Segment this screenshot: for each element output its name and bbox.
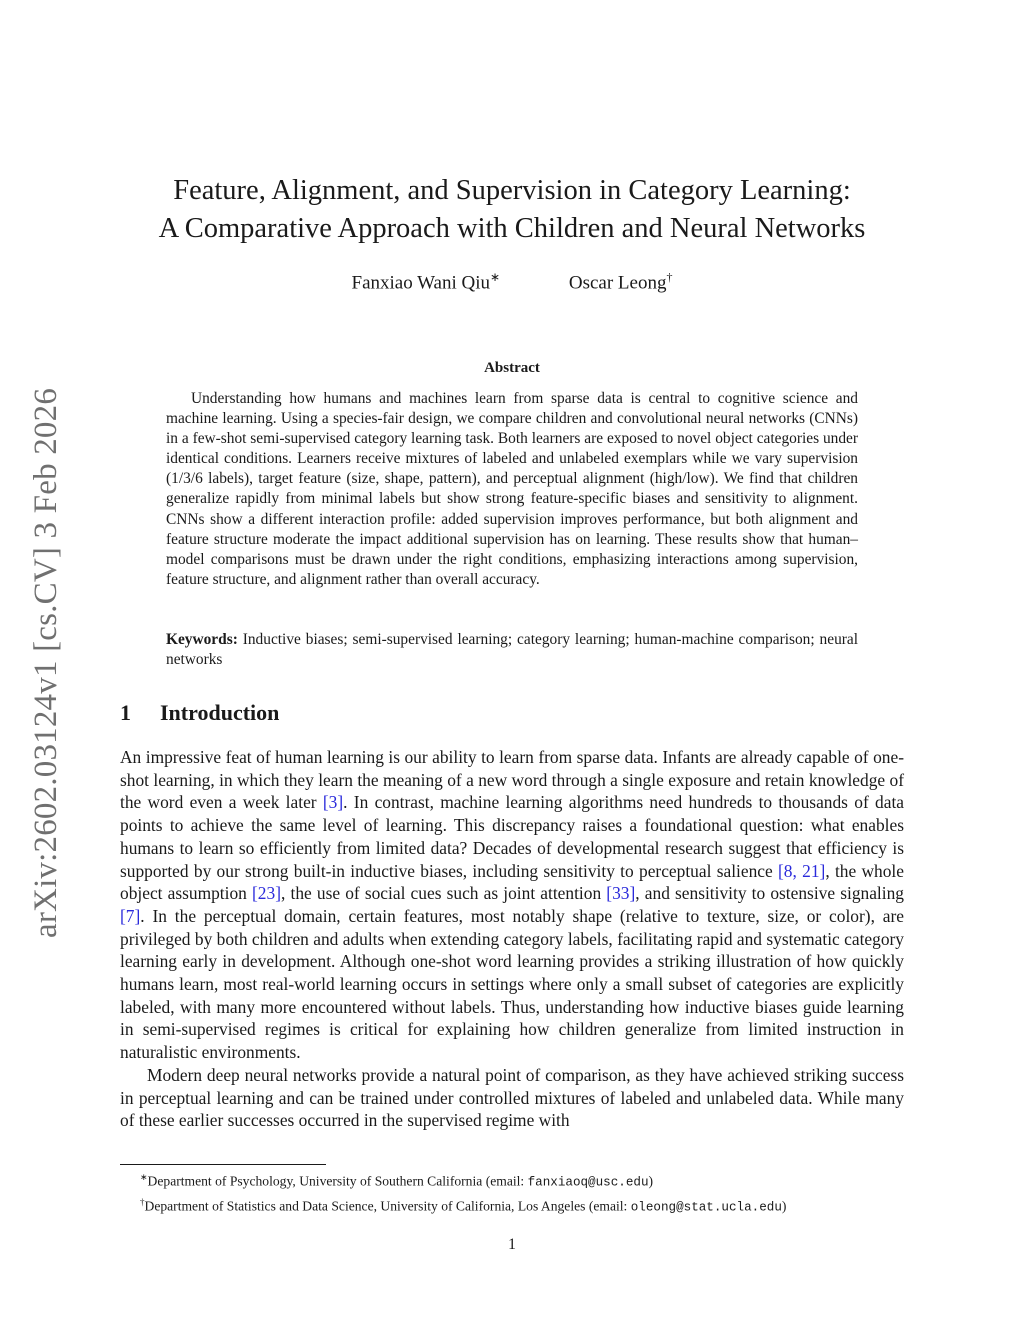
arxiv-identifier-stamp: arXiv:2602.03124v1 [cs.CV] 3 Feb 2026 xyxy=(28,387,64,938)
title-line-1: Feature, Alignment, and Supervision in Category Learning: xyxy=(173,175,851,206)
section-heading xyxy=(120,700,279,726)
page-number: 1 xyxy=(508,1236,516,1253)
citation-link[interactable]: [3] xyxy=(322,792,344,813)
citation-link[interactable]: [8, 21] xyxy=(778,860,826,881)
footnote-mark: ∗ xyxy=(140,1172,148,1182)
introduction-body xyxy=(120,746,904,1132)
footnote-divider xyxy=(120,1164,326,1165)
abstract-text: Understanding how humans and machines learn from sparse data is central to cognitive science and machine learning. Using a species-fair design, we compare children and convolutional neural networks (CNNs) in a few-shot semi-supervised category learning task. Both learners are exposed to novel object categories under identical conditions. Learners receive mixtures of labeled and unlabeled exemplars while we vary supervision (1/3/6 labels), target feature (size, shape, pattern), and perceptual alignment (high/low). We find that children generalize rapidly from minimal labels but show strong feature-specific biases and sensitivity to alignment. CNNs show a different interaction profile: added supervision improves performance, but both alignment and feature structure moderate the impact additional supervision has on learning. These results show that human–model comparisons must be drawn under the right conditions, emphasizing interactions among supervision, feature structure, and alignment rather than overall accuracy. xyxy=(166,390,858,588)
footnote-text: ) xyxy=(648,1173,654,1189)
paragraph-text: An impressive feat of human learning is our ability to learn from sparse data. Infants are already capable of one-shot learning, in which they learn the meaning of a new word through a single exposure and retain knowledge of the word even a week later xyxy=(120,747,904,813)
paper-title xyxy=(120,172,904,248)
footnote xyxy=(120,1168,920,1193)
section-title: Introduction xyxy=(160,700,280,725)
paragraph-text: . In contrast, machine learning algorithms need hundreds to thousands of data points to achieve the same level of learning. This discrepancy raises a foundational question: what enables humans to learn so efficiently from limited data? Decades of developmental research suggest that efficiency is supported by our strong built-in inductive biases, including sensitivity to perceptual salience xyxy=(120,792,904,881)
abstract-heading: Abstract xyxy=(484,360,540,376)
title-line-2: A Comparative Approach with Children and Neural Networks xyxy=(158,213,866,244)
keywords-label: Keywords: xyxy=(166,631,238,648)
author-list xyxy=(120,270,904,294)
author-2 xyxy=(569,270,673,294)
email-link[interactable]: oleong@stat.ucla.edu xyxy=(630,1200,782,1215)
paragraph: Modern deep neural networks provide a natural point of comparison, as they have achieved striking success in perceptual learning and can be trained under controlled mixtures of labeled and unlabeled data. While many of these earlier successes occurred in the supervised regime with xyxy=(120,1064,904,1131)
author-footnote-mark: † xyxy=(666,270,673,284)
paragraph-text: . In the perceptual domain, certain features, most notably shape (relative to texture, size, or color), are privileged by both children and adults when extending category labels, facilitating rapid and systematic category learning early in development. Although one-shot word learning provides a striking illustration of how quickly humans learn, most real-world learning occurs in settings where only a small subset of categories are explicitly labeled, with many more encountered without labels. Thus, understanding how inductive biases guide learning in semi-supervised regimes is critical for explaining how children generalize from limited instruction in naturalistic environments. xyxy=(120,905,904,1063)
footnotes xyxy=(120,1168,920,1217)
author-name: Fanxiao Wani Qiu xyxy=(351,272,491,294)
author-1 xyxy=(352,270,501,294)
email-link[interactable]: fanxiaoq@usc.edu xyxy=(527,1175,649,1190)
keywords-text: Inductive biases; semi-supervised learning; category learning; human-machine comparison; neural networks xyxy=(166,631,858,669)
citation-link[interactable]: [7] xyxy=(120,905,141,926)
paragraph xyxy=(120,746,904,1064)
footnote-mark: † xyxy=(140,1196,145,1207)
section-number: 1 xyxy=(120,700,131,725)
paragraph-text: , the use of social cues such as joint attention xyxy=(281,883,607,904)
author-footnote-mark: ∗ xyxy=(490,270,501,284)
abstract-body xyxy=(166,389,858,590)
footnote-text: ) xyxy=(781,1198,787,1214)
footnote xyxy=(120,1193,920,1218)
keywords xyxy=(166,630,858,670)
paragraph-text: , the whole object assumption xyxy=(120,860,904,904)
citation-link[interactable]: [33] xyxy=(606,883,636,904)
citation-link[interactable]: [23] xyxy=(252,883,281,904)
author-name: Oscar Leong xyxy=(568,272,667,294)
paragraph-text: , and sensitivity to ostensive signaling xyxy=(635,883,904,904)
footnote-text: Department of Psychology, University of Southern California (email: xyxy=(147,1173,528,1189)
footnote-text: Department of Statistics and Data Science, University of California, Los Angeles (email: xyxy=(144,1198,631,1214)
